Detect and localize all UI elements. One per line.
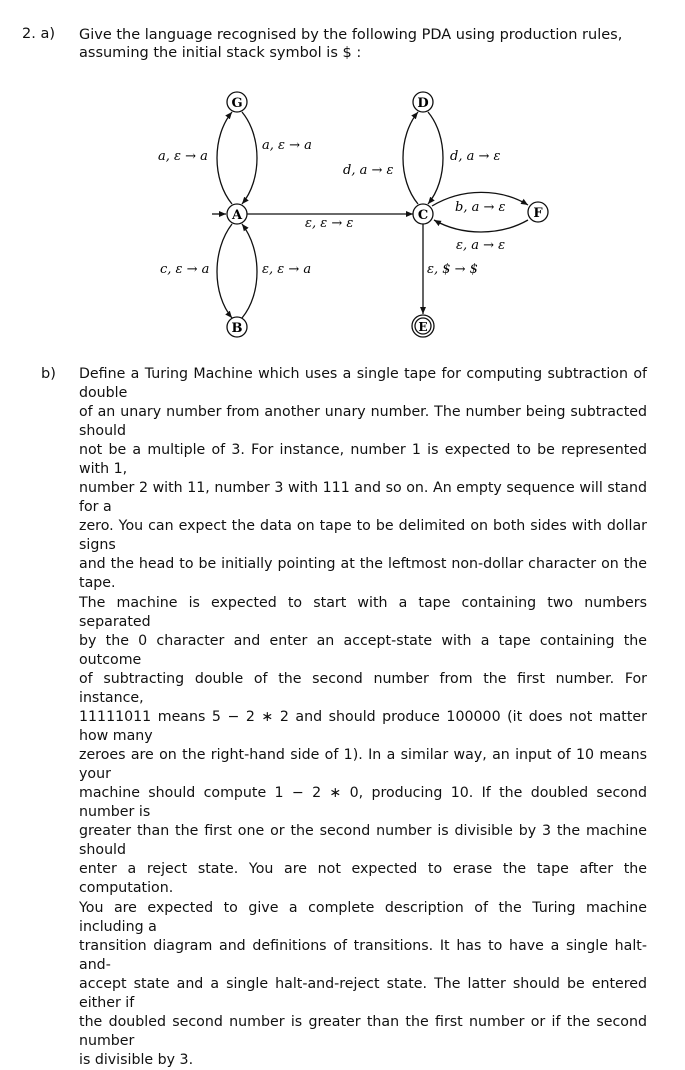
question-2a-line-2: assuming the initial stack symbol is $ : [79,45,362,61]
state-a [227,204,247,224]
paragraph-1-line: not be a multiple of 3. For instance, number 1 is expected to be represented with 1, [79,442,647,477]
paragraph-3-line: transition diagram and definitions of transitions. It has to have a single halt-and- [79,938,647,973]
label-a-loop-g-right: a, ε → a [262,138,312,153]
svg-text:A: A [231,208,243,223]
question-number-2b: b) [41,366,56,382]
paragraph-2 [79,594,647,898]
paragraph-3-line: You are expected to give a complete description of the Turing machine including a [79,900,647,935]
label-c-loop-d: d, a → ε [450,149,501,164]
paragraph-2-line: enter a reject state. You are not expected to erase the tape after the computation. [79,861,647,896]
edge-c-to-d [403,112,418,204]
label-c-to-f-bottom: ε, a → ε [456,238,506,253]
paragraph-1-line: and the head to be initially pointing at the leftmost non-dollar character on the tape. [79,556,647,591]
label-a-to-c-top: d, a → ε [343,163,394,178]
label-a-to-c-bottom: ε, ε → ε [305,216,354,231]
state-g [227,92,247,112]
svg-text:F: F [533,206,543,221]
state-d [413,92,433,112]
edge-f-to-c [434,220,528,232]
paragraph-2-line: 11111011 means 5 − 2 ∗ 2 and should produce 100000 (it does not matter how many [79,709,647,744]
state-c [413,204,433,224]
edge-g-to-a [242,112,257,204]
state-b [227,317,247,337]
svg-text:D: D [417,96,429,111]
paragraph-3 [79,899,647,1070]
label-a-loop-b-left: c, ε → a [160,262,210,277]
paragraph-1-line: of an unary number from another unary number. The number being subtracted should [79,404,647,439]
paragraph-2-line: machine should compute 1 − 2 ∗ 0, producing 10. If the doubled second number is [79,785,647,820]
edge-d-to-c [428,112,443,204]
state-f [528,202,548,222]
question-2a-line-1: Give the language recognised by the following PDA using production rules, [79,27,623,43]
svg-text:G: G [231,96,243,111]
paragraph-2-line: by the 0 character and enter an accept-state with a tape containing the outcome [79,633,647,668]
paragraph-1 [79,365,647,593]
paragraph-2-line: of subtracting double of the second number from the first number. For instance, [79,671,647,706]
edge-b-to-a [242,224,257,318]
label-c-to-e: ε, $ → $ [427,262,478,277]
svg-text:C: C [417,208,429,223]
svg-text:E: E [418,320,428,334]
paragraph-2-line: The machine is expected to start with a tape containing two numbers separated [79,595,647,630]
svg-text:B: B [231,321,243,336]
pda-diagram [0,80,685,350]
label-c-to-f-top: b, a → ε [455,200,506,215]
paragraph-3-line: accept state and a single halt-and-reject state. The latter should be entered either if [79,976,647,1011]
paragraph-1-line: number 2 with 11, number 3 with 111 and so on. An empty sequence will stand for a [79,480,647,515]
question-2b-body [79,365,647,1070]
paragraph-2-line: zeroes are on the right-hand side of 1). In a similar way, an input of 10 means your [79,747,647,782]
label-a-loop-b-right: ε, ε → a [262,262,312,277]
state-e-accepting [412,315,434,337]
edge-a-to-g [217,112,232,204]
question-number-2a: 2. a) [22,26,55,42]
label-a-loop-g-left: a, ε → a [158,149,208,164]
edge-a-to-b [217,224,232,318]
paragraph-3-line: the doubled second number is greater than the first number or if the second number [79,1014,647,1049]
paragraph-1-line: Define a Turing Machine which uses a single tape for computing subtraction of double [79,366,647,401]
paragraph-1-line: zero. You can expect the data on tape to be delimited on both sides with dollar signs [79,518,647,553]
paragraph-2-line: greater than the first one or the second number is divisible by 3 the machine should [79,823,647,858]
paragraph-3-line: is divisible by 3. [79,1052,194,1068]
